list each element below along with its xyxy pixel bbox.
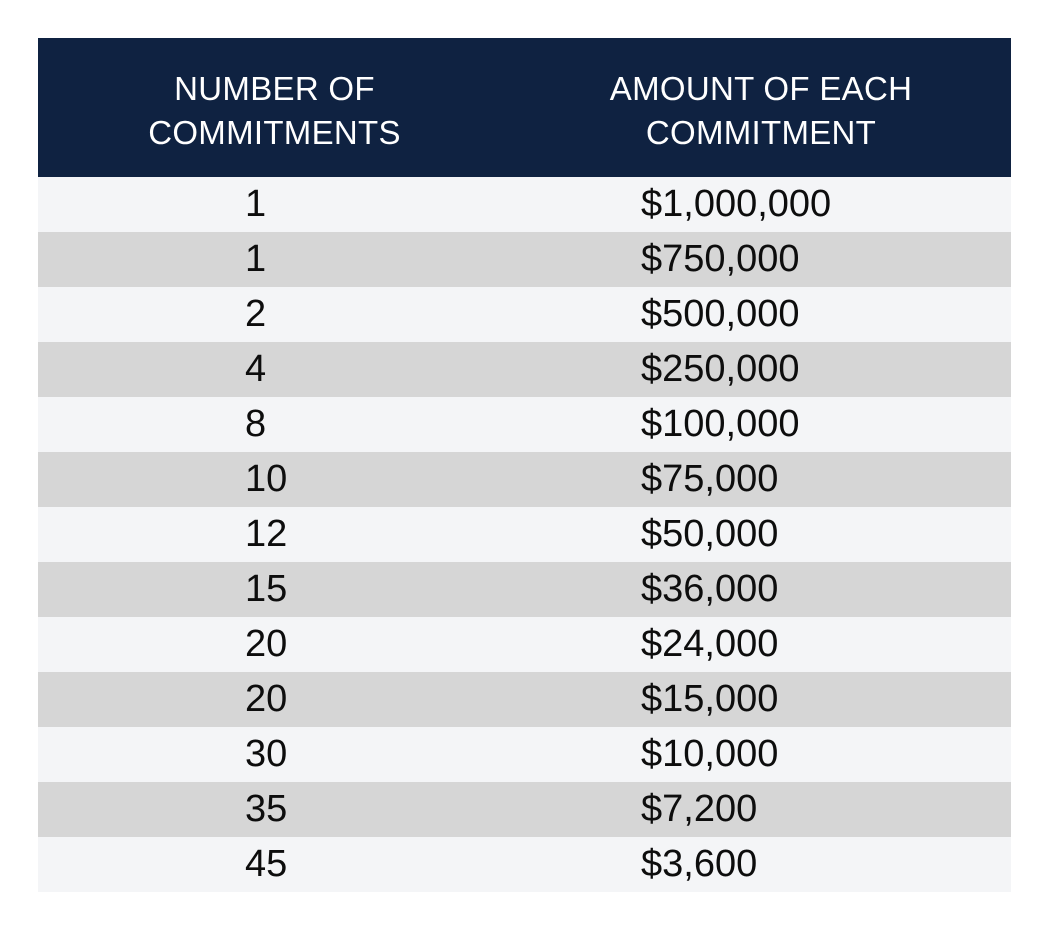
table-row [38, 452, 1011, 507]
amount-of-each-commitment-cell: $3,600 [641, 843, 758, 885]
table-header [38, 38, 1011, 177]
amount-of-each-commitment-cell: $10,000 [641, 733, 779, 775]
table-row [38, 507, 1011, 562]
number-of-commitments-cell: 1 [245, 238, 267, 280]
number-of-commitments-cell: 15 [245, 568, 288, 610]
table-row [38, 782, 1011, 837]
number-of-commitments-cell: 10 [245, 458, 288, 500]
amount-of-each-commitment-cell: $1,000,000 [641, 183, 832, 225]
number-of-commitments-cell: 20 [245, 623, 288, 665]
amount-of-each-commitment-cell: $75,000 [641, 458, 779, 500]
amount-of-each-commitment-cell: $36,000 [641, 568, 779, 610]
amount-of-each-commitment-cell: $100,000 [641, 403, 800, 445]
table-row [38, 837, 1011, 892]
header-line: AMOUNT OF EACH [609, 69, 913, 107]
amount-of-each-commitment-cell: $250,000 [641, 348, 800, 390]
table-row [38, 727, 1011, 782]
table-row [38, 287, 1011, 342]
header-amount-of-each-commitment [511, 61, 1011, 155]
header-line: NUMBER OF [174, 69, 375, 107]
amount-of-each-commitment-cell: $24,000 [641, 623, 779, 665]
header-line: COMMITMENTS [148, 113, 401, 151]
number-of-commitments-cell: 35 [245, 788, 288, 830]
number-of-commitments-cell: 8 [245, 403, 267, 445]
table-row [38, 232, 1011, 287]
table-row [38, 617, 1011, 672]
table-row [38, 342, 1011, 397]
amount-of-each-commitment-cell: $50,000 [641, 513, 779, 555]
table-row [38, 397, 1011, 452]
table-row [38, 672, 1011, 727]
number-of-commitments-cell: 1 [245, 183, 267, 225]
amount-of-each-commitment-cell: $15,000 [641, 678, 779, 720]
number-of-commitments-cell: 30 [245, 733, 288, 775]
number-of-commitments-cell: 4 [245, 348, 267, 390]
table-body [38, 177, 1011, 892]
header-number-of-commitments [38, 61, 511, 155]
amount-of-each-commitment-cell: $7,200 [641, 788, 758, 830]
amount-of-each-commitment-cell: $750,000 [641, 238, 800, 280]
amount-of-each-commitment-cell: $500,000 [641, 293, 800, 335]
table-row [38, 177, 1011, 232]
commitments-table [38, 38, 1011, 892]
number-of-commitments-cell: 45 [245, 843, 288, 885]
number-of-commitments-cell: 20 [245, 678, 288, 720]
number-of-commitments-cell: 2 [245, 293, 267, 335]
header-line: COMMITMENT [645, 113, 877, 151]
table-row [38, 562, 1011, 617]
number-of-commitments-cell: 12 [245, 513, 288, 555]
